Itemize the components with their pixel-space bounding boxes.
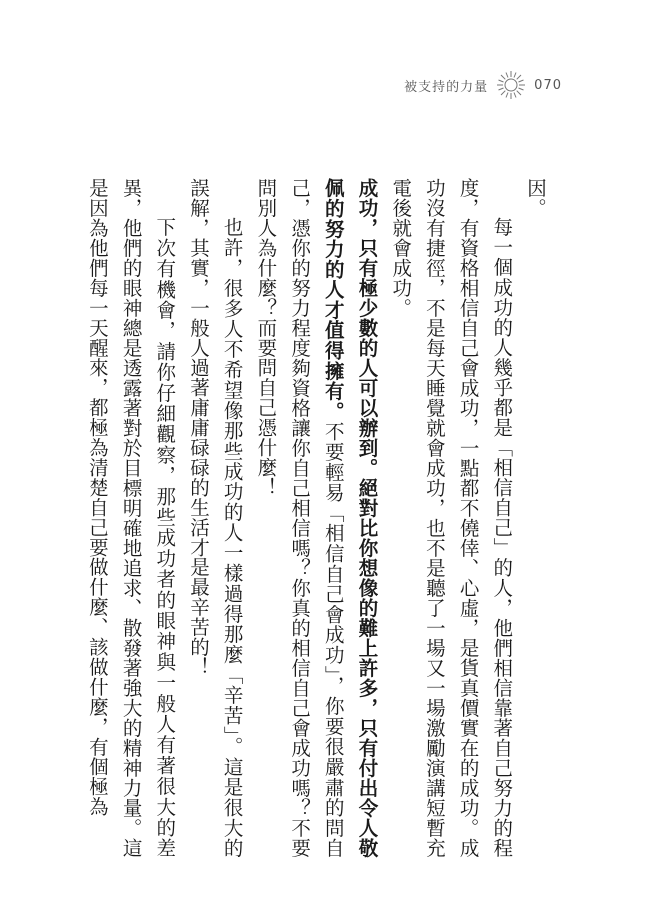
bold-statement: 成功，只有極少數的人可以辦到。絕對比你想像的難上許多，只有付出令人敬佩的努力的人才值得擁有。	[321, 178, 379, 858]
book-title: 被支持的力量	[404, 79, 489, 95]
paragraph: 每一個成功的人幾乎都是「相信自己」的人，他們相信靠著自己努力的程度，有資格相信自己會成功，一點都不僥倖、心虛，是貨真價實在的成功。成功沒有捷徑，不是每天睡覺就會成功，也不是聽了一場又一場激勵演講短暫充電後就會成功。	[389, 178, 514, 858]
paragraph-continuation: 因。	[524, 178, 547, 218]
paragraph: 下次有機會，請你仔細觀察，那些成功者的眼神與一般人有著很大的差異，他們的眼神總是透露著對於目標明確地追求、散發著強大的精神力量。這是因為他們每一天醒來，都極為清楚自己要做什麼、該做什麼，有個極為	[85, 178, 177, 858]
sun-ornament-icon	[496, 70, 526, 100]
page-header	[404, 70, 562, 100]
paragraph-text: 不要輕易「相信自己會成功」，你要很嚴肅的問自己，憑你的努力程度夠資格讓你自己相信嗎？你真的相信自己會成功嗎？不要問別人為什麼？而要問自己憑什麼！	[254, 178, 345, 858]
page-number: 070	[534, 77, 562, 93]
body-text	[85, 178, 552, 858]
paragraph: 也許，很多人不希望像那些成功的人一樣過得那麼「辛苦」。這是很大的誤解，其實，一般人過著庸庸碌碌的生活才是最辛苦的！	[186, 178, 244, 858]
paragraph-emphasis	[249, 178, 384, 858]
